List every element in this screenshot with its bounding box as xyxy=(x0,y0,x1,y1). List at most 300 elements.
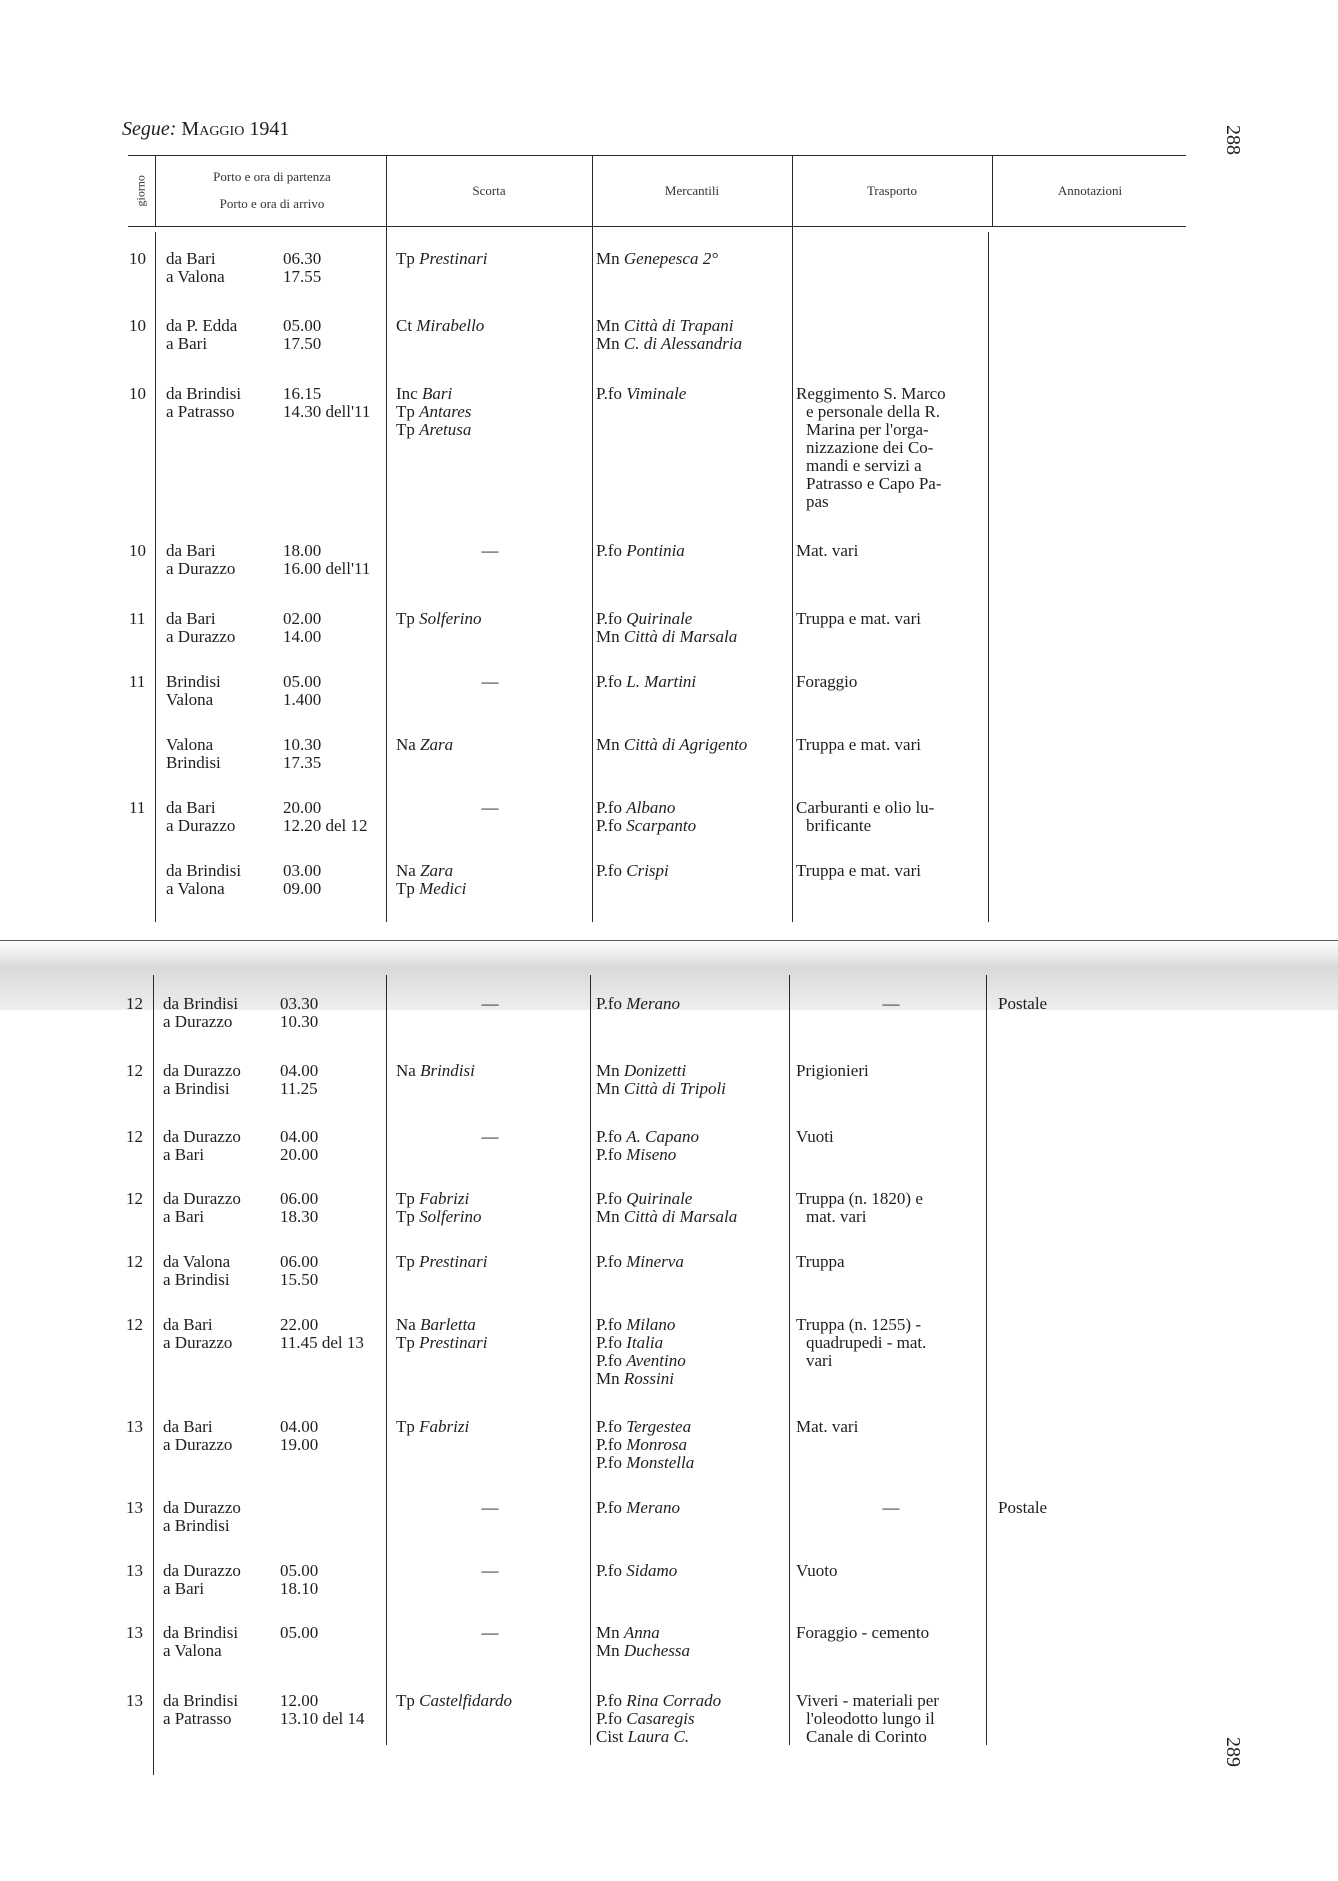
time-value: 11.25 xyxy=(280,1079,318,1098)
escort-ship xyxy=(396,1208,592,1226)
time-value: 03.00 xyxy=(283,861,322,880)
merchant-ship xyxy=(596,1128,792,1146)
escort-cell xyxy=(396,1190,592,1226)
ship-name: Fabrizi xyxy=(419,1417,470,1436)
time-cell xyxy=(280,1253,390,1289)
page-number-top: 288 xyxy=(1222,125,1244,155)
ship-name: Quirinale xyxy=(626,609,693,628)
merchant-ship xyxy=(596,1562,792,1580)
time-value: 18.30 xyxy=(280,1207,319,1226)
ship-name: Zara xyxy=(420,861,454,880)
time-cell xyxy=(280,1562,390,1598)
time-value: 19.00 xyxy=(280,1435,319,1454)
escort-ship xyxy=(396,317,592,335)
route-cell xyxy=(166,673,296,709)
escort-dash: — xyxy=(481,1623,499,1642)
merchant-cell xyxy=(596,317,792,353)
day-cell: 12 xyxy=(126,1189,143,1208)
merchant-ship xyxy=(596,1499,792,1517)
merchant-ship xyxy=(596,1190,792,1208)
ship-type: P.fo xyxy=(596,384,622,403)
day-cell: 12 xyxy=(126,1252,143,1271)
escort-ship xyxy=(396,880,592,898)
escort-cell xyxy=(396,1062,592,1080)
page-number-bottom: 289 xyxy=(1222,1737,1244,1767)
time-value: 10.30 xyxy=(283,735,322,754)
ship-name: Zara xyxy=(420,735,454,754)
ship-name: Rossini xyxy=(623,1369,674,1388)
merchant-ship xyxy=(596,673,792,691)
ship-type: Na xyxy=(396,1061,416,1080)
col-header-escort: Scorta xyxy=(472,183,506,198)
escort-ship xyxy=(396,1692,592,1710)
transport-cell xyxy=(796,542,986,560)
ship-type: Tp xyxy=(396,879,415,898)
time-value: 17.35 xyxy=(283,753,322,772)
transport-line: Foraggio - cemento xyxy=(796,1623,930,1642)
route-cell xyxy=(163,995,293,1031)
transport-line: l'oleodotto lungo il xyxy=(806,1709,935,1728)
col-divider xyxy=(592,155,593,922)
port-name: a Bari xyxy=(163,1145,205,1164)
time-cell xyxy=(280,1062,390,1098)
ship-name: Monrosa xyxy=(626,1435,687,1454)
time-value: 09.00 xyxy=(283,879,322,898)
merchant-cell xyxy=(596,1499,792,1517)
time-cell xyxy=(283,610,393,646)
escort-dash: — xyxy=(481,541,499,560)
time-value: 05.00 xyxy=(280,1561,319,1580)
ship-name: C. di Alessandria xyxy=(623,334,743,353)
route-cell xyxy=(166,317,296,353)
ship-type: Mn xyxy=(596,1641,620,1660)
day-cell: 10 xyxy=(129,249,146,268)
transport-cell xyxy=(796,1562,986,1580)
port-name: da Bari xyxy=(163,1417,213,1436)
escort-ship xyxy=(396,1334,592,1352)
col-header-transport: Trasporto xyxy=(866,183,918,198)
transport-cell xyxy=(796,385,986,511)
escort-ship xyxy=(396,736,592,754)
port-name: da Bari xyxy=(166,609,216,628)
transport-line: e personale della R. xyxy=(806,402,941,421)
port-name: a Durazzo xyxy=(166,559,236,578)
transport-cell xyxy=(796,862,986,880)
day-cell: 12 xyxy=(126,1315,143,1334)
day-cell: 12 xyxy=(126,1127,143,1146)
ship-type: Na xyxy=(396,735,416,754)
merchant-cell xyxy=(596,1692,792,1746)
ship-name: Monstella xyxy=(626,1453,695,1472)
transport-cell xyxy=(796,610,986,628)
day-cell: 10 xyxy=(129,316,146,335)
port-name: da Valona xyxy=(163,1252,231,1271)
port-name: a Patrasso xyxy=(163,1709,232,1728)
ship-name: Minerva xyxy=(626,1252,684,1271)
escort-cell xyxy=(396,1692,592,1710)
time-value: 06.00 xyxy=(280,1252,319,1271)
transport-cell xyxy=(796,1128,986,1146)
transport-line: Truppa xyxy=(796,1252,845,1271)
ship-type: Mn xyxy=(596,1061,620,1080)
day-cell: 13 xyxy=(126,1691,143,1710)
escort-dash: — xyxy=(481,1498,499,1517)
transport-cell xyxy=(796,799,986,835)
route-cell xyxy=(163,1624,293,1660)
col-divider xyxy=(792,155,793,922)
escort-dash: — xyxy=(481,798,499,817)
day-cell: 13 xyxy=(126,1561,143,1580)
merchant-cell xyxy=(596,736,792,754)
time-cell xyxy=(280,1624,390,1642)
transport-line: pas xyxy=(806,492,829,511)
port-name: da Bari xyxy=(166,249,216,268)
port-name: da Brindisi xyxy=(163,994,239,1013)
route-cell xyxy=(163,1418,293,1454)
time-value: 02.00 xyxy=(283,609,322,628)
ship-type: Tp xyxy=(396,1252,415,1271)
time-value: 16.15 xyxy=(283,384,322,403)
time-value: 16.00 dell'11 xyxy=(283,559,371,578)
port-name: a Brindisi xyxy=(163,1516,230,1535)
port-name: da Bari xyxy=(163,1315,213,1334)
header-bottom-rule xyxy=(128,226,1186,227)
ship-name: Albano xyxy=(626,798,676,817)
route-cell xyxy=(163,1190,293,1226)
day-cell: 11 xyxy=(129,798,146,817)
transport-line: mat. vari xyxy=(806,1207,867,1226)
ship-name: Quirinale xyxy=(626,1189,693,1208)
ship-name: Merano xyxy=(626,994,681,1013)
ship-name: Fabrizi xyxy=(419,1189,470,1208)
transport-line: — xyxy=(882,1498,900,1517)
ship-name: Rina Corrado xyxy=(626,1691,722,1710)
escort-cell xyxy=(396,673,592,691)
ship-name: Barletta xyxy=(420,1315,476,1334)
merchant-ship xyxy=(596,385,792,403)
merchant-ship xyxy=(596,542,792,560)
ship-name: Casaregis xyxy=(626,1709,695,1728)
merchant-ship xyxy=(596,1146,792,1164)
ship-type: Tp xyxy=(396,609,415,628)
day-cell: 13 xyxy=(126,1623,143,1642)
ship-name: Merano xyxy=(626,1498,681,1517)
ship-name: Bari xyxy=(421,384,453,403)
time-cell xyxy=(280,1418,390,1454)
merchant-ship xyxy=(596,250,792,268)
ship-name: Città di Agrigento xyxy=(623,735,748,754)
merchant-ship xyxy=(596,1316,792,1334)
escort-ship xyxy=(396,862,592,880)
escort-cell xyxy=(396,610,592,628)
ship-type: Mn xyxy=(596,1079,620,1098)
merchant-cell xyxy=(596,1190,792,1226)
transport-line: Truppa (n. 1820) e xyxy=(796,1189,923,1208)
ship-name: Antares xyxy=(419,402,472,421)
port-name: a Valona xyxy=(166,267,225,286)
time-value: 10.30 xyxy=(280,1012,319,1031)
port-name: a Valona xyxy=(163,1641,222,1660)
day-cell: 11 xyxy=(129,609,146,628)
col-header-merchant: Mercantili xyxy=(664,183,720,198)
ship-name: Castelfidardo xyxy=(419,1691,513,1710)
ship-type: Mn xyxy=(596,1369,620,1388)
day-cell: 10 xyxy=(129,541,146,560)
merchant-ship xyxy=(596,317,792,335)
route-cell xyxy=(163,1062,293,1098)
ship-type: P.fo xyxy=(596,816,622,835)
transport-line: nizzazione dei Co- xyxy=(806,438,934,457)
transport-line: mandi e servizi a xyxy=(806,456,922,475)
time-cell xyxy=(283,385,393,421)
ship-type: Tp xyxy=(396,1417,415,1436)
merchant-ship xyxy=(596,1454,792,1472)
ship-type: Mn xyxy=(596,627,620,646)
ship-type: P.fo xyxy=(596,1498,622,1517)
merchant-ship xyxy=(596,817,792,835)
ship-type: P.fo xyxy=(596,994,622,1013)
port-name: a Patrasso xyxy=(166,402,235,421)
time-cell xyxy=(283,673,393,709)
ship-type: P.fo xyxy=(596,1127,622,1146)
escort-ship xyxy=(396,1418,592,1436)
route-cell xyxy=(166,610,296,646)
ship-type: P.fo xyxy=(596,1252,622,1271)
ship-type: P.fo xyxy=(596,1561,622,1580)
ship-name: Solferino xyxy=(419,1207,482,1226)
time-cell xyxy=(280,995,390,1031)
ship-type: P.fo xyxy=(596,609,622,628)
time-value: 04.00 xyxy=(280,1127,319,1146)
ship-type: P.fo xyxy=(596,1351,622,1370)
port-name: a Valona xyxy=(166,879,225,898)
escort-ship xyxy=(396,250,592,268)
transport-cell xyxy=(796,1316,986,1370)
transport-line: Marina per l'orga- xyxy=(806,420,929,439)
port-name: da Bari xyxy=(166,798,216,817)
time-value: 04.00 xyxy=(280,1061,319,1080)
title-year: 1941 xyxy=(249,118,290,140)
transport-line: Reggimento S. Marco xyxy=(796,384,946,403)
merchant-cell xyxy=(596,1062,792,1098)
port-name: Brindisi xyxy=(166,753,221,772)
transport-line: — xyxy=(882,994,900,1013)
escort-cell xyxy=(396,1253,592,1271)
transport-cell xyxy=(796,1499,986,1517)
ship-name: Miseno xyxy=(626,1145,677,1164)
ship-type: Inc xyxy=(396,384,418,403)
day-cell: 12 xyxy=(126,1061,143,1080)
route-cell xyxy=(166,799,296,835)
port-name: a Bari xyxy=(166,334,208,353)
time-cell xyxy=(283,799,393,835)
ship-type: P.fo xyxy=(596,1435,622,1454)
merchant-ship xyxy=(596,1642,792,1660)
transport-line: Patrasso e Capo Pa- xyxy=(806,474,942,493)
port-name: da Bari xyxy=(166,541,216,560)
transport-line: Truppa e mat. vari xyxy=(796,609,921,628)
ship-type: Tp xyxy=(396,1333,415,1352)
title-prefix: Segue: xyxy=(122,118,177,140)
escort-cell xyxy=(396,1316,592,1352)
ship-name: Donizetti xyxy=(623,1061,687,1080)
ship-type: P.fo xyxy=(596,798,622,817)
merchant-cell xyxy=(596,995,792,1013)
transport-cell xyxy=(796,1190,986,1226)
transport-line: Carburanti e olio lu- xyxy=(796,798,935,817)
ship-name: Sidamo xyxy=(626,1561,678,1580)
ship-name: Prestinari xyxy=(419,249,488,268)
port-name: da Durazzo xyxy=(163,1061,241,1080)
escort-ship xyxy=(396,403,592,421)
ship-type: P.fo xyxy=(596,1417,622,1436)
ship-type: P.fo xyxy=(596,1453,622,1472)
ship-type: Tp xyxy=(396,1207,415,1226)
time-value: 06.30 xyxy=(283,249,322,268)
merchant-ship xyxy=(596,799,792,817)
merchant-ship xyxy=(596,610,792,628)
merchant-cell xyxy=(596,1316,792,1388)
merchant-ship xyxy=(596,1692,792,1710)
ship-name: A. Capano xyxy=(626,1127,699,1146)
ship-name: Città di Trapani xyxy=(623,316,734,335)
transport-line: Prigionieri xyxy=(796,1061,869,1080)
merchant-cell xyxy=(596,250,792,268)
col-divider xyxy=(986,975,987,1745)
merchant-cell xyxy=(596,799,792,835)
merchant-ship xyxy=(596,1080,792,1098)
escort-ship xyxy=(396,385,592,403)
merchant-ship xyxy=(596,628,792,646)
merchant-ship xyxy=(596,1370,792,1388)
ship-name: Crispi xyxy=(626,861,669,880)
port-name: da Brindisi xyxy=(163,1691,239,1710)
transport-line: Viveri - materiali per xyxy=(796,1691,939,1710)
header-top-rule xyxy=(128,155,1186,156)
port-name: a Durazzo xyxy=(163,1435,233,1454)
ship-name: Brindisi xyxy=(420,1061,475,1080)
merchant-cell xyxy=(596,862,792,880)
ship-name: Città di Tripoli xyxy=(623,1079,726,1098)
escort-cell xyxy=(396,542,592,560)
time-value: 12.20 del 12 xyxy=(283,816,368,835)
route-cell xyxy=(163,1499,293,1535)
port-name: Valona xyxy=(166,690,214,709)
port-name: a Bari xyxy=(163,1579,205,1598)
escort-cell xyxy=(396,736,592,754)
merchant-ship xyxy=(596,335,792,353)
ship-type: Na xyxy=(396,1315,416,1334)
merchant-ship xyxy=(596,1334,792,1352)
ship-name: Duchessa xyxy=(623,1641,690,1660)
merchant-cell xyxy=(596,385,792,403)
time-value: 20.00 xyxy=(283,798,322,817)
time-value: 1.400 xyxy=(283,690,322,709)
escort-cell xyxy=(396,862,592,898)
transport-cell xyxy=(796,1418,986,1436)
ship-type: Mn xyxy=(596,1623,620,1642)
time-cell xyxy=(280,1316,390,1352)
merchant-ship xyxy=(596,1418,792,1436)
merchant-ship xyxy=(596,1710,792,1728)
col-divider xyxy=(992,155,993,227)
port-name: a Durazzo xyxy=(163,1012,233,1031)
time-value: 14.30 dell'11 xyxy=(283,402,371,421)
merchant-ship xyxy=(596,1728,792,1746)
transport-cell xyxy=(796,1062,986,1080)
merchant-ship xyxy=(596,1208,792,1226)
ship-name: Città di Marsala xyxy=(623,627,738,646)
ship-name: Scarpanto xyxy=(626,816,697,835)
time-value: 18.00 xyxy=(283,541,322,560)
route-cell xyxy=(166,250,296,286)
ship-type: P.fo xyxy=(596,1145,622,1164)
merchant-cell xyxy=(596,1562,792,1580)
day-cell: 13 xyxy=(126,1498,143,1517)
transport-line: Truppa e mat. vari xyxy=(796,861,921,880)
time-value: 22.00 xyxy=(280,1315,319,1334)
route-cell xyxy=(163,1128,293,1164)
escort-cell xyxy=(396,995,592,1013)
route-cell xyxy=(163,1692,293,1728)
ship-type: Tp xyxy=(396,420,415,439)
col-header-day: giorno xyxy=(133,175,148,207)
merchant-ship xyxy=(596,1436,792,1454)
ship-type: Ct xyxy=(396,316,413,335)
transport-cell xyxy=(796,1692,986,1746)
merchant-cell xyxy=(596,673,792,691)
escort-ship xyxy=(396,1316,592,1334)
col-divider xyxy=(155,155,156,227)
ship-name: Italia xyxy=(626,1333,664,1352)
port-name: da P. Edda xyxy=(166,316,238,335)
transport-line: brificante xyxy=(806,816,872,835)
transport-cell xyxy=(796,1624,986,1642)
time-value: 05.00 xyxy=(280,1623,319,1642)
merchant-ship xyxy=(596,1352,792,1370)
time-cell xyxy=(283,862,393,898)
transport-line: Mat. vari xyxy=(796,1417,859,1436)
day-cell: 13 xyxy=(126,1417,143,1436)
day-cell: 10 xyxy=(129,384,146,403)
route-cell xyxy=(166,542,296,578)
col-divider xyxy=(988,232,989,922)
transport-line: Vuoti xyxy=(796,1127,834,1146)
time-value: 14.00 xyxy=(283,627,322,646)
time-value: 03.30 xyxy=(280,994,319,1013)
ship-type: P.fo xyxy=(596,1709,622,1728)
ship-name: Aventino xyxy=(626,1351,686,1370)
title-month: Maggio xyxy=(181,118,245,140)
port-name: da Brindisi xyxy=(163,1623,239,1642)
time-cell xyxy=(280,1128,390,1164)
port-name: da Durazzo xyxy=(163,1127,241,1146)
merchant-cell xyxy=(596,1418,792,1472)
time-cell xyxy=(283,542,393,578)
page-fold-edge xyxy=(0,940,1338,941)
col-header-route-line1: Porto e ora di partenza xyxy=(213,169,331,184)
merchant-cell xyxy=(596,1624,792,1660)
merchant-cell xyxy=(596,1128,792,1164)
ship-type: Tp xyxy=(396,249,415,268)
ship-name: Pontinia xyxy=(626,541,685,560)
port-name: a Durazzo xyxy=(166,816,236,835)
time-value: 06.00 xyxy=(280,1189,319,1208)
day-cell: 11 xyxy=(129,672,146,691)
ship-type: P.fo xyxy=(596,861,622,880)
transport-line: quadrupedi - mat. xyxy=(806,1333,927,1352)
escort-ship xyxy=(396,1253,592,1271)
